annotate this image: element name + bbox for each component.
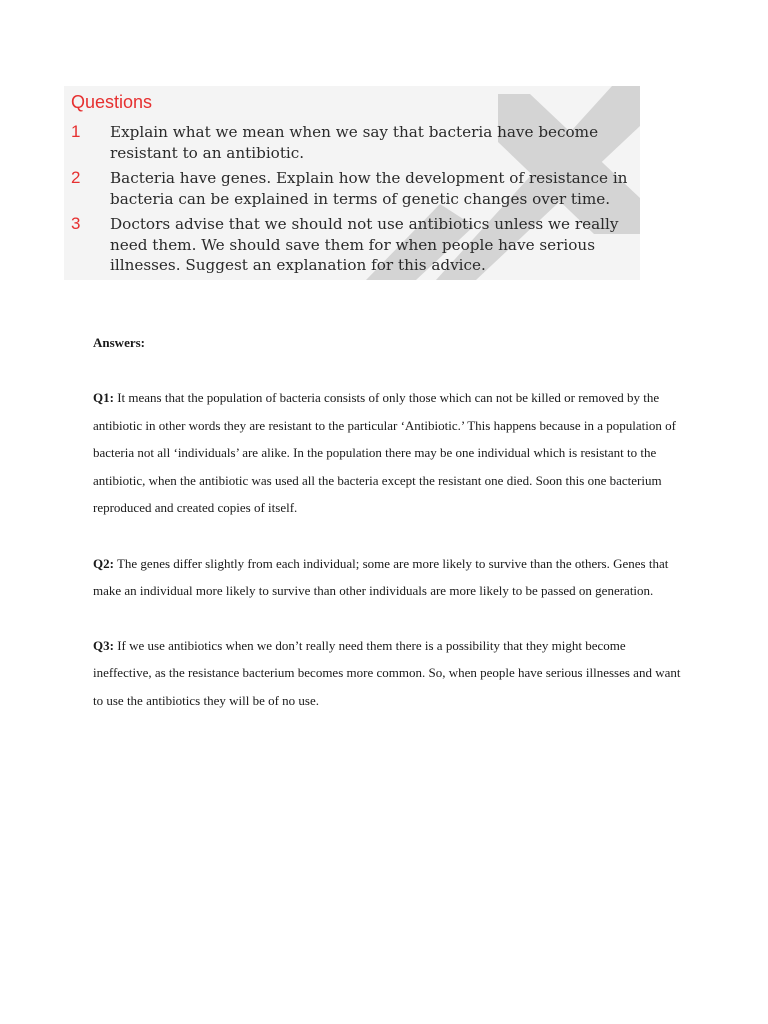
answer-label: Q1: bbox=[93, 390, 114, 405]
answer-label: Q2: bbox=[93, 555, 114, 571]
question-text: Bacteria have genes. Explain how the development of resistance in bacteria can be explained in terms of genetic changes over time. bbox=[110, 169, 628, 208]
answer-text: It means that the population of bacteria consists of only those which can not be killed or removed by the antibiotic in other words they are resistant to the particular ‘Antibiotic.’ This happens because in a population of bacteria not all ‘individuals’ are alike. In the population there may be one individual which is resistant to the antibiotic, when the antibiotic was used all the bacteria except the resistant one died. Soon this one bacterium reproduced and created copies of itself. bbox=[93, 390, 676, 515]
question-number: 2 bbox=[71, 168, 81, 187]
question-text: Explain what we mean when we say that bacteria have become resistant to an antibiotic. bbox=[110, 123, 599, 162]
answer-text: The genes differ slightly from each individual; some are more likely to survive than the others. Genes that make an individual more likely to survive than other individuals are more likely to be passed on generation. bbox=[93, 555, 669, 598]
answer-item-1 bbox=[93, 384, 683, 522]
question-number: 1 bbox=[71, 122, 81, 141]
answer-item-2 bbox=[93, 550, 683, 605]
answer-item-3 bbox=[93, 632, 683, 715]
questions-panel bbox=[64, 86, 640, 280]
question-text: Doctors advise that we should not use antibiotics unless we really need them. We should save them for when people have serious illnesses. Suggest an explanation for this advice. bbox=[110, 215, 619, 274]
answers-section bbox=[93, 332, 683, 714]
questions-heading: Questions bbox=[71, 92, 153, 112]
answer-label: Q3: bbox=[93, 637, 114, 653]
answers-heading: Answers: bbox=[93, 335, 145, 350]
answer-text: If we use antibiotics when we don’t really need them there is a possibility that they might become ineffective, as the resistance bacterium becomes more common. So, when people have serious illnesses and want to use the antibiotics they will be of no use. bbox=[93, 637, 681, 708]
question-number: 3 bbox=[71, 214, 81, 233]
